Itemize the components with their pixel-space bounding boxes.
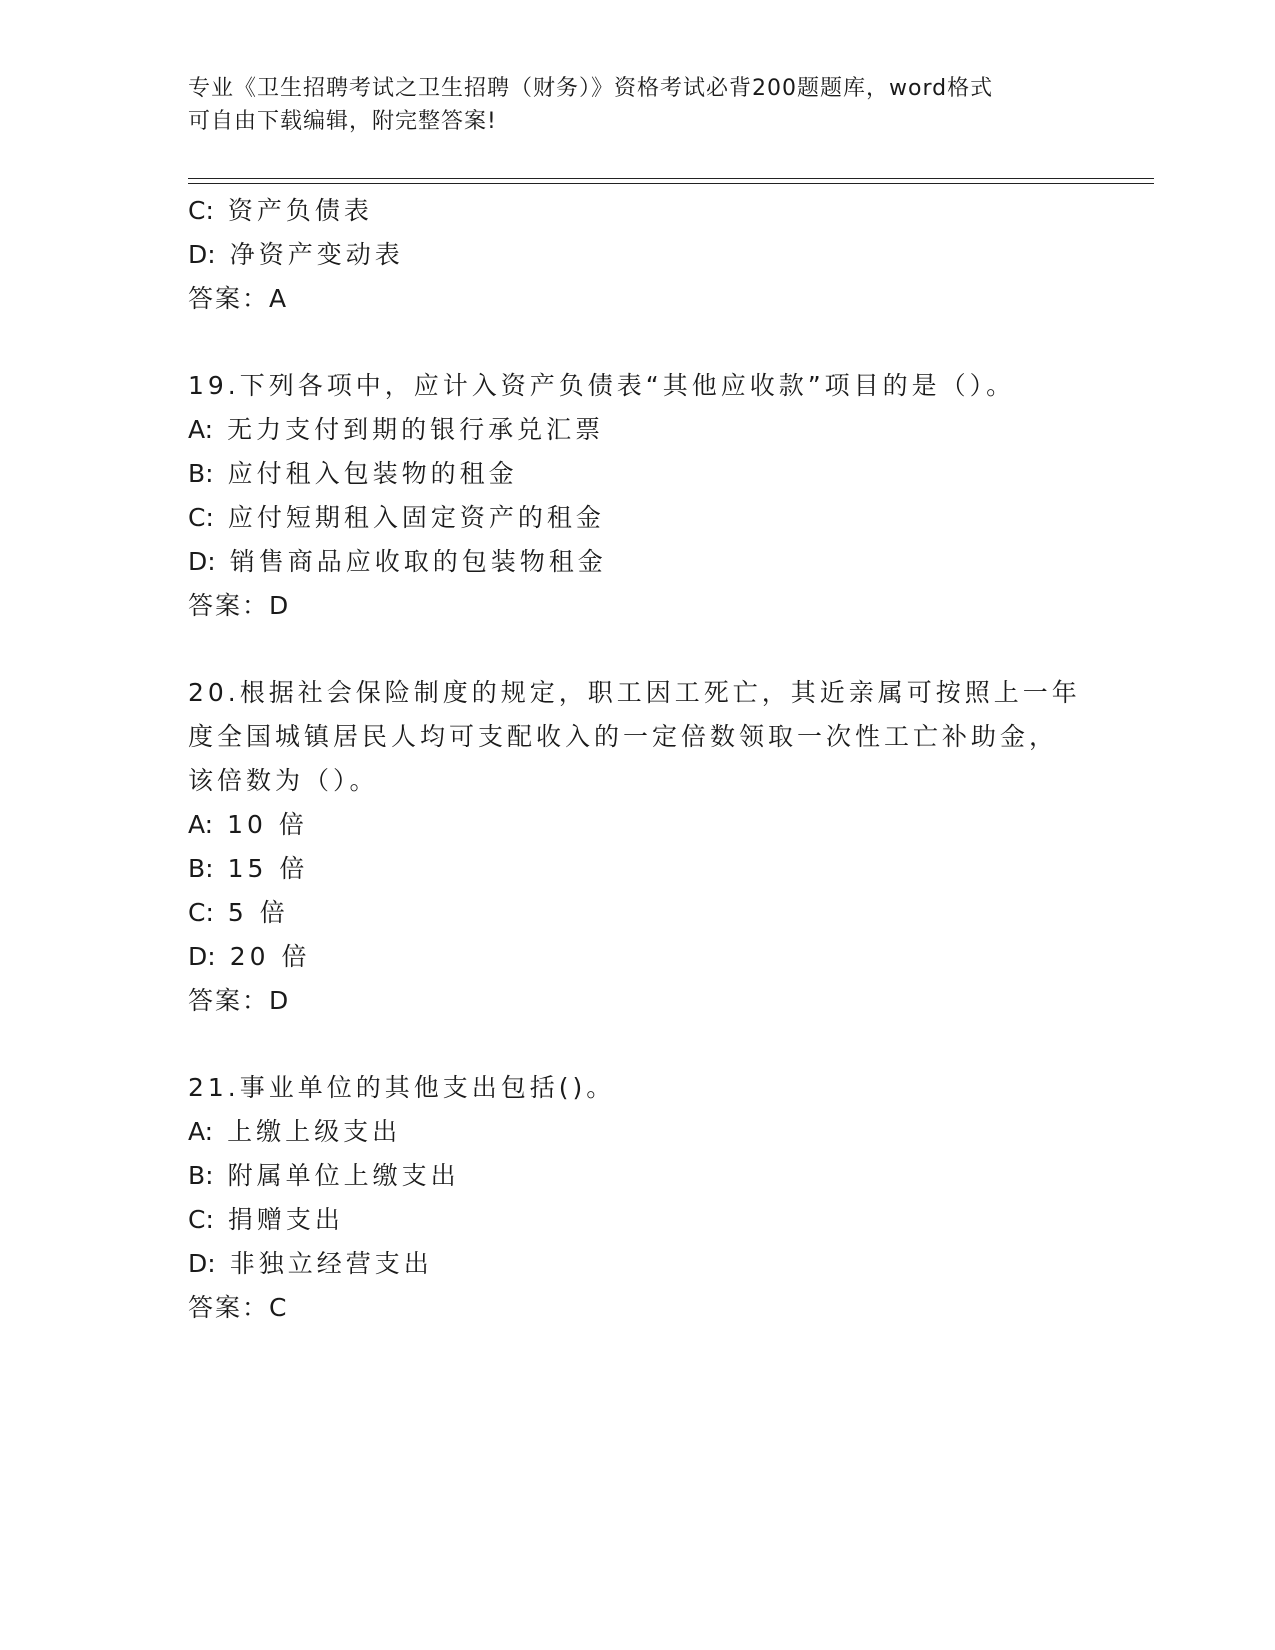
page-header	[188, 72, 1088, 138]
option-text: 15 倍	[227, 854, 309, 883]
answer-line: 答案：D	[188, 986, 291, 1015]
option-text: 20 倍	[229, 942, 311, 971]
answer-line: 答案：C	[188, 1293, 289, 1322]
option-b	[188, 853, 308, 885]
option-tag: C:	[188, 1205, 214, 1234]
option-text: 净资产变动表	[229, 240, 404, 269]
option-tag: A:	[188, 415, 214, 444]
question-21: 21.事业单位的其他支出包括()。	[188, 1073, 616, 1102]
option-a	[188, 414, 604, 446]
option-d	[188, 941, 310, 973]
option-text: 10 倍	[227, 810, 308, 839]
option-text: 5 倍	[227, 898, 289, 927]
option-b	[188, 458, 518, 490]
header-title-line1: 专业《卫生招聘考试之卫生招聘（财务）》资格考试必背200题题库，word格式	[188, 76, 994, 101]
header-divider-top	[188, 178, 1154, 179]
option-tag: A:	[188, 1117, 214, 1146]
option-text: 上缴上级支出	[227, 1117, 402, 1146]
option-tag: D:	[188, 1249, 216, 1278]
option-tag: B:	[188, 854, 214, 883]
option-d	[188, 1248, 433, 1280]
option-tag: D:	[188, 547, 216, 576]
option-tag: B:	[188, 1161, 214, 1190]
question-20-line3: 该倍数为（）。	[188, 766, 379, 795]
option-text: 附属单位上缴支出	[227, 1161, 460, 1190]
option-text: 无力支付到期的银行承兑汇票	[227, 415, 605, 444]
option-tag: C:	[188, 503, 214, 532]
option-text: 非独立经营支出	[229, 1249, 433, 1278]
option-c	[188, 1204, 344, 1236]
option-c	[188, 502, 605, 534]
option-text: 资产负债表	[227, 196, 373, 225]
option-tag: A:	[188, 810, 214, 839]
option-c	[188, 897, 289, 929]
header-title-line2: 可自由下载编辑，附完整答案!	[188, 109, 497, 134]
answer-line: 答案：A	[188, 284, 289, 313]
option-text: 应付短期租入固定资产的租金	[227, 503, 605, 532]
question-20-line1: 20.根据社会保险制度的规定，职工因工死亡，其近亲属可按照上一年	[188, 678, 1081, 707]
option-a	[188, 1116, 401, 1148]
option-text: 捐赠支出	[227, 1205, 344, 1234]
question-19: 19.下列各项中，应计入资产负债表“其他应收款”项目的是（）。	[188, 371, 1016, 400]
option-d	[188, 546, 607, 578]
option-b	[188, 1160, 460, 1192]
option-c	[188, 195, 373, 227]
option-d	[188, 239, 404, 271]
question-20-line2: 度全国城镇居民人均可支配收入的一定倍数领取一次性工亡补助金，	[188, 722, 1059, 751]
option-tag: D:	[188, 942, 216, 971]
option-text: 应付租入包装物的租金	[227, 459, 518, 488]
option-text: 销售商品应收取的包装物租金	[229, 547, 607, 576]
answer-line: 答案：D	[188, 591, 291, 620]
option-tag: D:	[188, 240, 216, 269]
option-tag: C:	[188, 196, 214, 225]
header-divider-bottom	[188, 183, 1154, 184]
option-tag: B:	[188, 459, 214, 488]
option-tag: C:	[188, 898, 214, 927]
option-a	[188, 809, 308, 841]
